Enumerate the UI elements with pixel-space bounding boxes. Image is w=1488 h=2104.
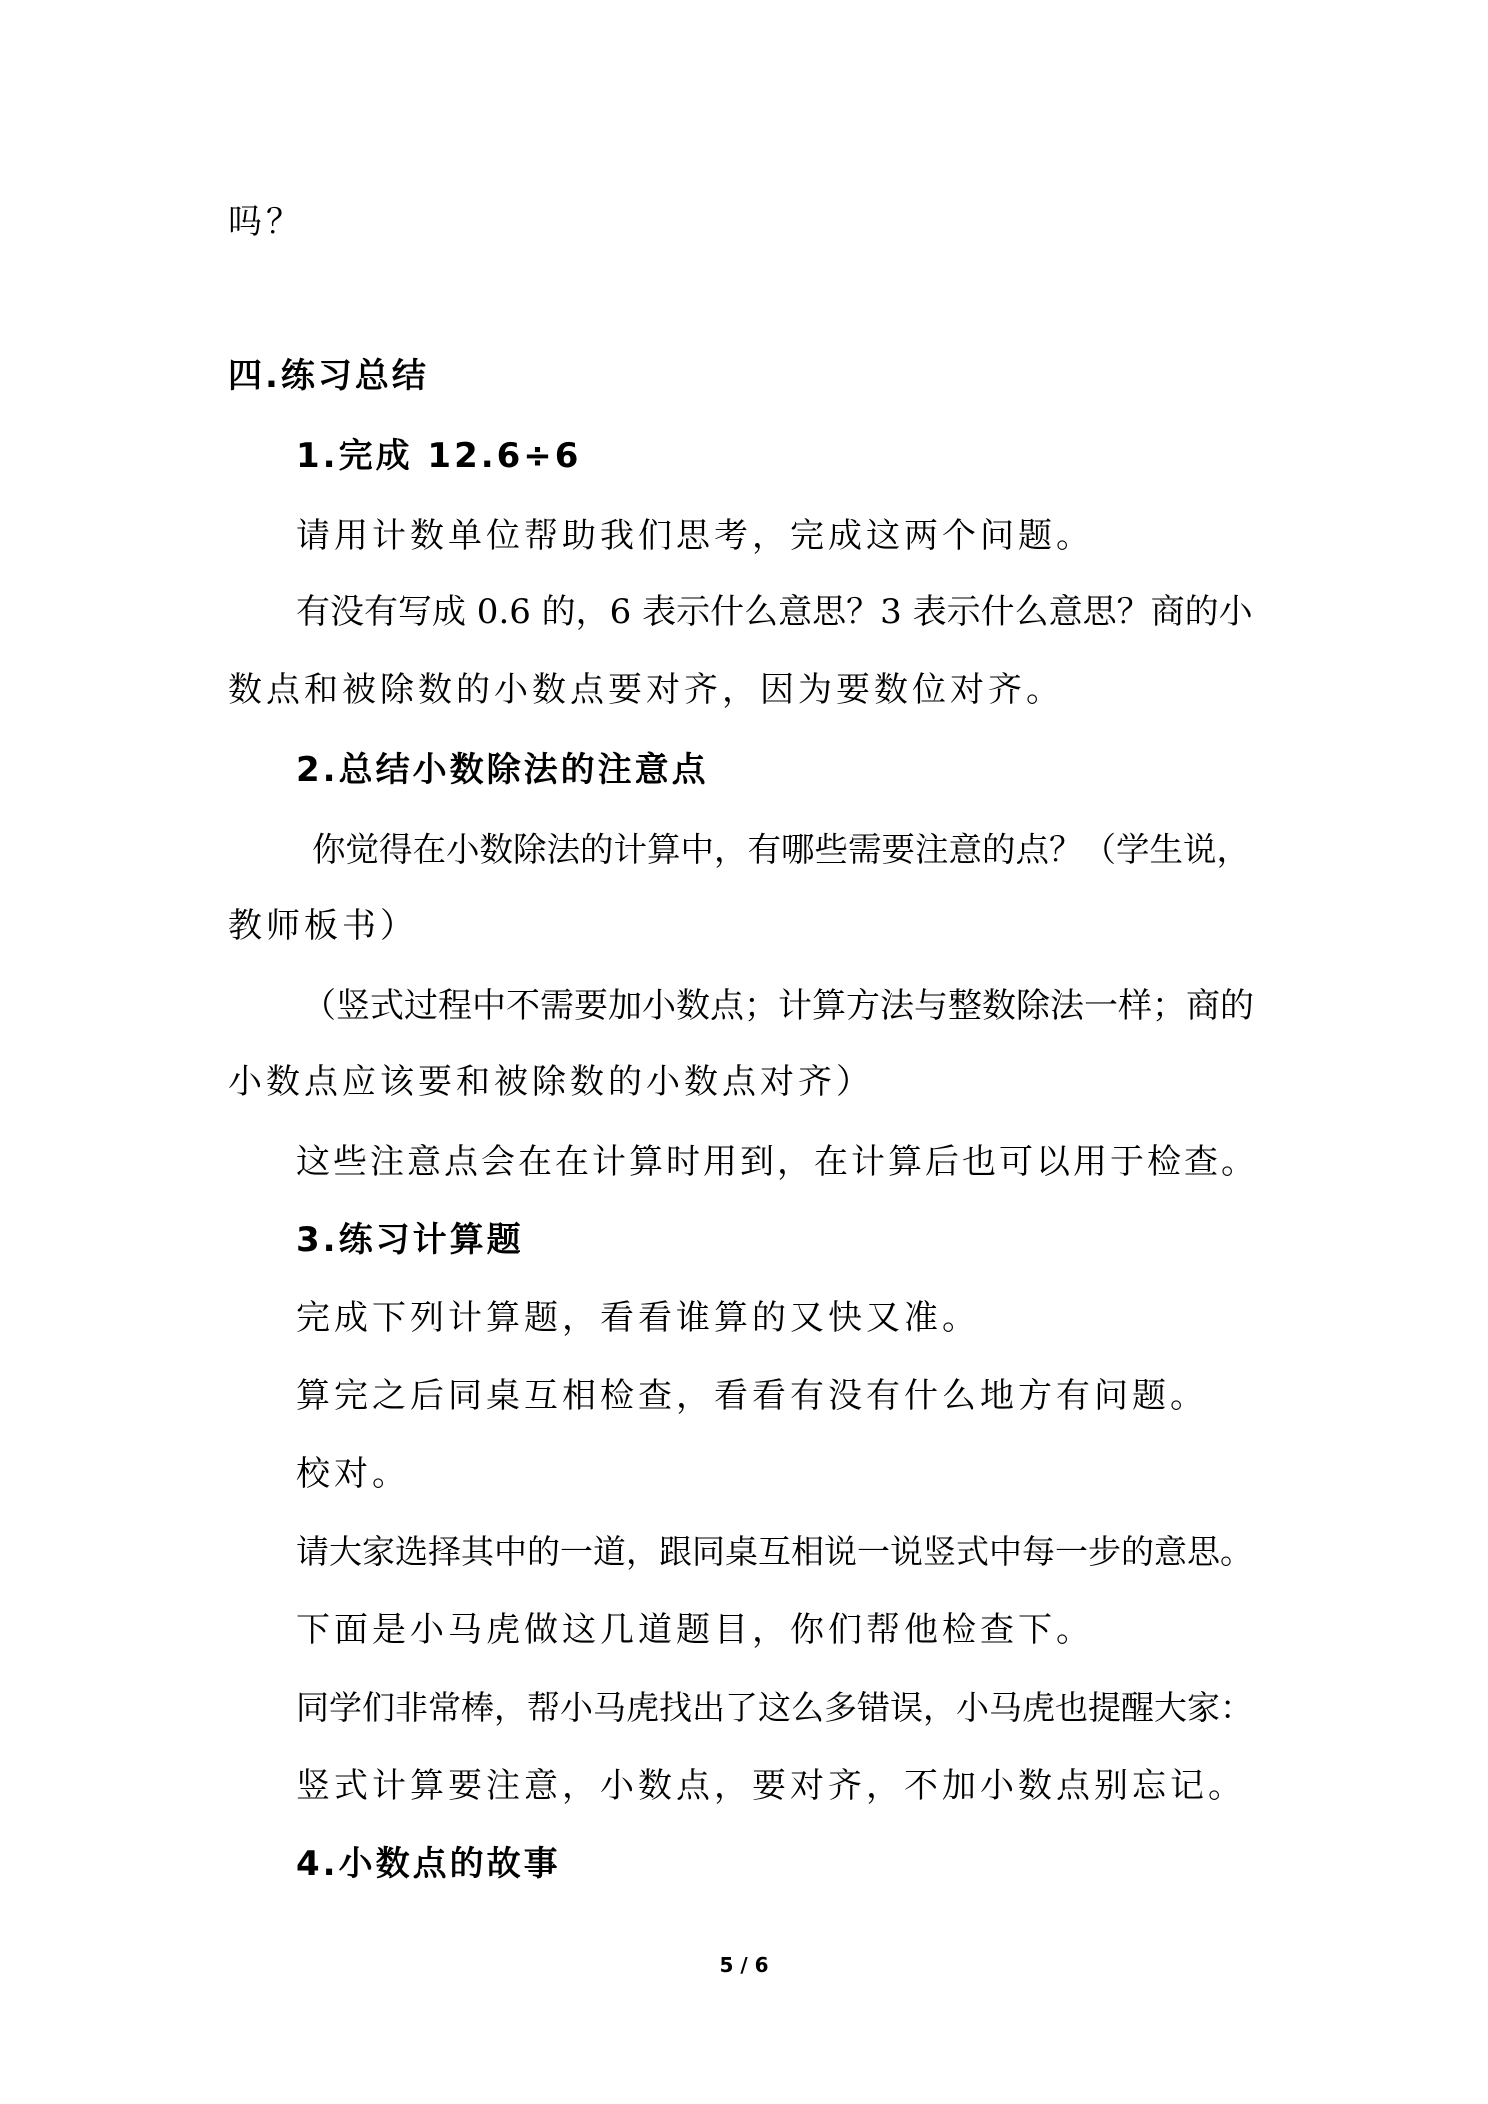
subsection-heading: 1.完成 12.6÷6 [296,436,582,476]
text-line: 校对。 [296,1454,410,1494]
text-line: 吗？ [228,202,304,242]
text-line: 这些注意点会在在计算时用到，在计算后也可以用于检查。 [296,1142,1258,1182]
subsection-heading: 2.总结小数除法的注意点 [296,750,709,790]
text-line: 小数点应该要和被除数的小数点对齐） [228,1062,874,1102]
text-line: 完成下列计算题，看看谁算的又快又准。 [296,1298,980,1338]
text-line: 你觉得在小数除法的计算中，有哪些需要注意的点？（学生说， [312,830,1250,869]
text-line: （竖式过程中不需要加小数点；计算方法与整数除法一样；商的 [302,986,1254,1026]
text-line: 请用计数单位帮助我们思考，完成这两个问题。 [296,516,1094,556]
subsection-heading: 4.小数点的故事 [296,1844,561,1884]
subsection-heading: 3.练习计算题 [296,1220,524,1260]
text-line: 请大家选择其中的一道，跟同桌互相说一说竖式中每一步的意思。 [296,1532,1253,1571]
page-number: 5 / 6 [719,1953,769,1977]
text-line: 同学们非常棒，帮小马虎找出了这么多错误，小马虎也提醒大家： [296,1688,1253,1727]
text-line: 数点和被除数的小数点要对齐，因为要数位对齐。 [228,670,1064,710]
text-line: 教师板书） [228,906,418,946]
text-line: 下面是小马虎做这几道题目，你们帮他检查下。 [296,1610,1094,1650]
text-line: 算完之后同桌互相检查，看看有没有什么地方有问题。 [296,1376,1208,1416]
text-line: 竖式计算要注意，小数点，要对齐，不加小数点别忘记。 [296,1766,1246,1806]
text-line: 有没有写成 0.6 的，6 表示什么意思？3 表示什么意思？商的小 [296,592,1253,632]
section-heading: 四.练习总结 [228,356,429,396]
